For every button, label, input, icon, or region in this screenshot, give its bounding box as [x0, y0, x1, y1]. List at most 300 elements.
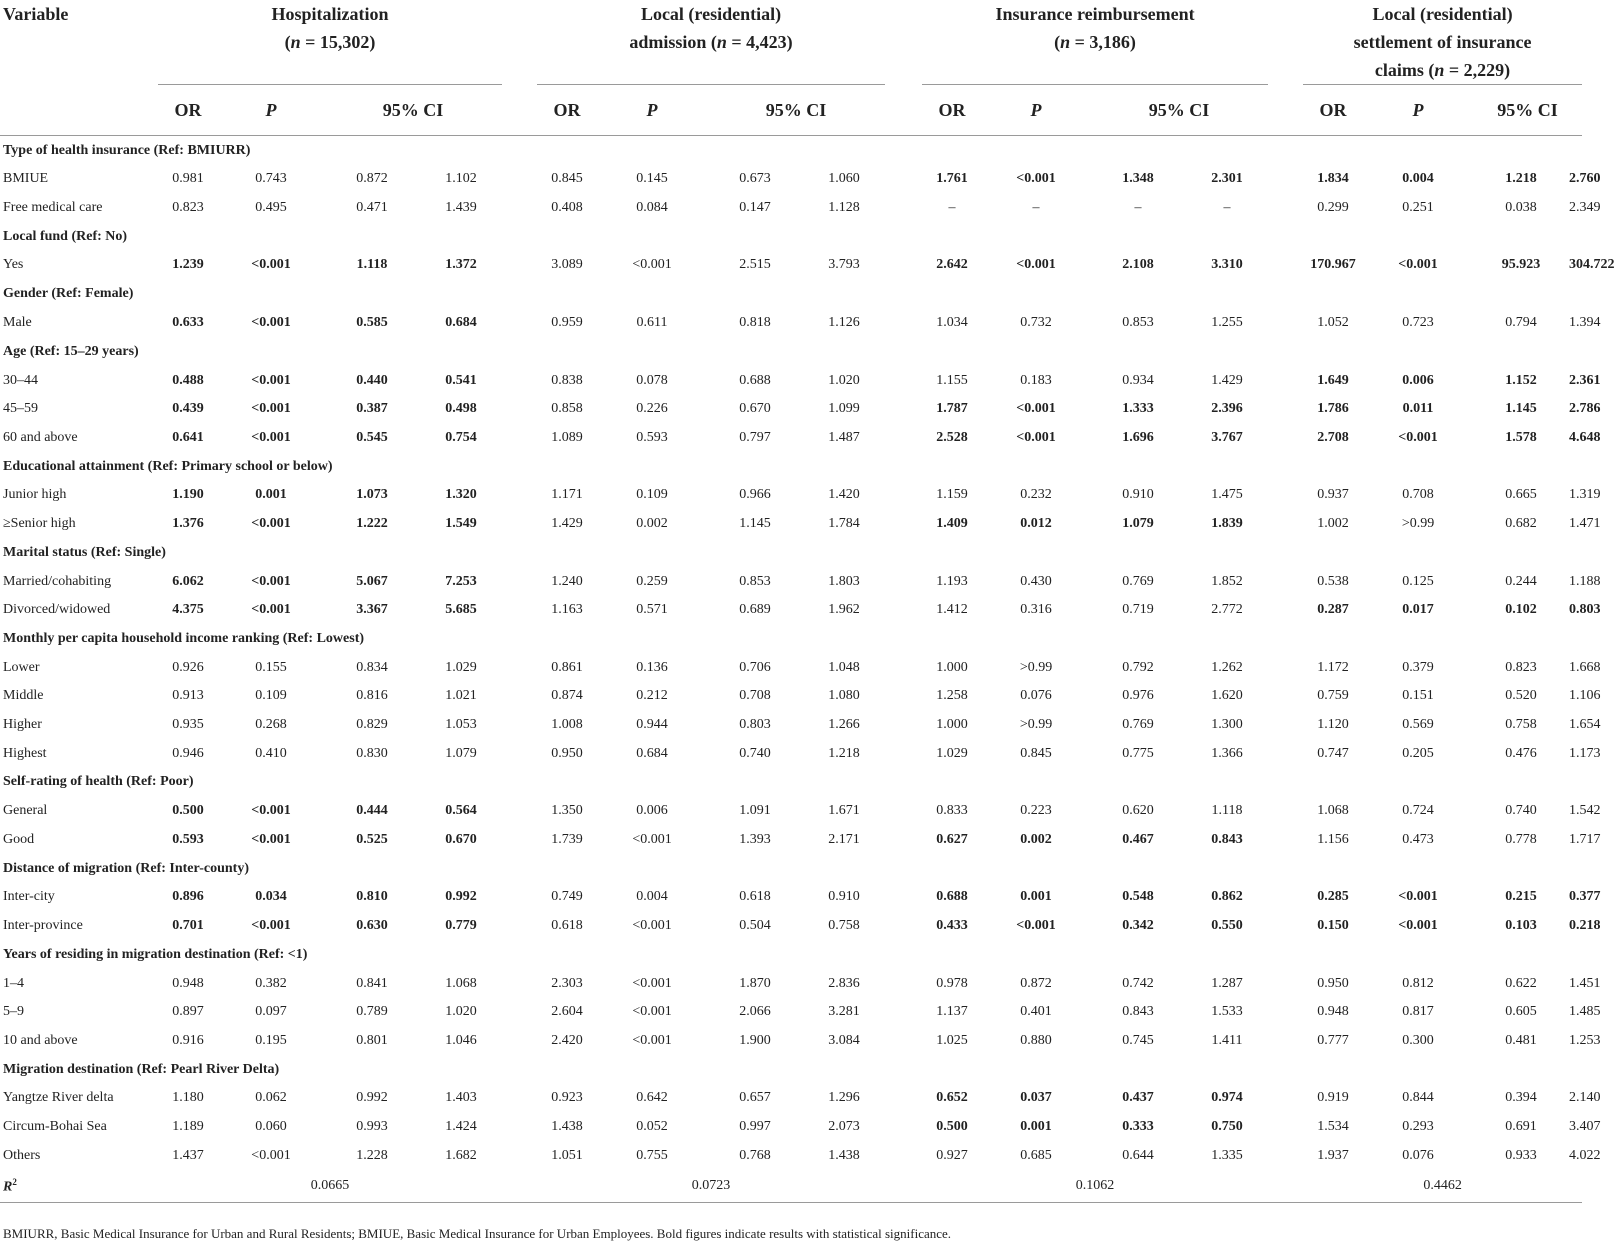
group-header-hospitalization: Hospitalization (n = 15,302) [271, 4, 389, 52]
table-cell: 1.786 [1317, 401, 1349, 417]
table-cell: 3.281 [828, 1004, 860, 1020]
table-cell: 2.301 [1211, 171, 1243, 187]
table-cell: 0.935 [172, 717, 204, 733]
table-cell: 0.585 [356, 315, 388, 331]
table-cell: 0.633 [172, 315, 204, 331]
row-label: 45–59 [3, 401, 38, 417]
table-cell: 0.316 [1020, 602, 1052, 618]
table-cell: 0.803 [1569, 602, 1601, 618]
table-cell: 0.379 [1402, 659, 1434, 675]
table-cell: 1.171 [551, 487, 583, 503]
table-cell: <0.001 [1398, 429, 1438, 445]
table-row [0, 366, 1582, 395]
table-cell: 0.794 [1505, 315, 1537, 331]
p-header: P [1363, 85, 1473, 136]
table-cell: 1.319 [1569, 487, 1601, 503]
table-cell: 1.451 [1569, 975, 1601, 991]
table-cell: 1.020 [828, 372, 860, 388]
r-squared-value: 0.0665 [310, 1177, 350, 1193]
table-cell: 1.620 [1211, 688, 1243, 704]
table-cell: 1.717 [1569, 831, 1601, 847]
table-cell: 0.215 [1505, 889, 1537, 905]
table-cell: 3.084 [828, 1032, 860, 1048]
table-cell: 0.684 [636, 745, 668, 761]
table-cell: 0.488 [172, 372, 204, 388]
table-cell: 0.259 [636, 573, 668, 589]
table-cell: 0.747 [1317, 745, 1349, 761]
table-cell: 1.403 [445, 1090, 477, 1106]
table-row [0, 510, 1582, 539]
table-cell: 0.833 [936, 803, 968, 819]
table-cell: 0.896 [172, 889, 204, 905]
table-cell: 2.066 [739, 1004, 771, 1020]
table-cell: 0.910 [1122, 487, 1154, 503]
table-cell: 1.120 [1317, 717, 1349, 733]
table-cell: 1.218 [828, 745, 860, 761]
table-cell: 0.974 [1211, 1090, 1243, 1106]
table-row [0, 395, 1582, 424]
table-cell: >0.99 [1019, 659, 1053, 675]
category-title: Educational attainment (Ref: Primary school or below) [3, 458, 333, 474]
table-cell: 4.022 [1569, 1147, 1601, 1163]
table-cell: 1.218 [1505, 171, 1537, 187]
table-cell: 1.671 [828, 803, 860, 819]
r-squared-value: 0.1062 [1075, 1177, 1115, 1193]
category-row [0, 222, 1582, 251]
table-cell: 0.287 [1317, 602, 1349, 618]
row-label: Male [3, 315, 32, 331]
table-cell: 0.740 [739, 745, 771, 761]
table-cell: 3.367 [356, 602, 388, 618]
table-cell: 0.147 [739, 199, 771, 215]
table-cell: <0.001 [1016, 401, 1056, 417]
table-cell: 3.793 [828, 257, 860, 273]
table-cell: 0.926 [172, 659, 204, 675]
table-cell: 0.520 [1505, 688, 1537, 704]
table-cell: 0.874 [551, 688, 583, 704]
table-cell: 0.293 [1402, 1118, 1434, 1134]
table-cell: 0.789 [356, 1004, 388, 1020]
table-cell: 0.630 [356, 917, 388, 933]
category-title: Age (Ref: 15–29 years) [3, 343, 139, 359]
table-cell: 1.000 [936, 717, 968, 733]
table-cell: 0.212 [636, 688, 668, 704]
table-cell: 0.097 [255, 1004, 287, 1020]
category-row [0, 768, 1582, 797]
table-cell: 1.155 [936, 372, 968, 388]
table-cell: 0.504 [739, 917, 771, 933]
row-label: BMIUE [3, 171, 49, 187]
table-cell: 1.412 [936, 602, 968, 618]
table-cell: 0.226 [636, 401, 668, 417]
table-cell: 1.668 [1569, 659, 1601, 675]
table-cell: <0.001 [251, 516, 291, 532]
table-cell: 1.471 [1569, 516, 1601, 532]
table-cell: 1.053 [445, 717, 477, 733]
category-title: Monthly per capita household income ranking (Ref: Lowest) [3, 631, 365, 647]
table-cell: 0.880 [1020, 1032, 1052, 1048]
or-header: OR [1303, 85, 1363, 136]
table-cell: 0.342 [1122, 917, 1154, 933]
row-label: Free medical care [3, 199, 103, 215]
table-cell: 1.320 [445, 487, 477, 503]
table-row [0, 883, 1582, 912]
row-label: Circum-Bohai Sea [3, 1118, 107, 1134]
table-cell: 1.068 [445, 975, 477, 991]
table-cell: 0.618 [739, 889, 771, 905]
table-cell: 0.408 [551, 199, 583, 215]
table-cell: 2.140 [1569, 1090, 1601, 1106]
table-cell: 1.696 [1122, 429, 1154, 445]
table-cell: 0.001 [1020, 1118, 1052, 1134]
table-cell: 0.706 [739, 659, 771, 675]
table-cell: 0.495 [255, 199, 287, 215]
category-row [0, 280, 1582, 309]
table-cell: 1.852 [1211, 573, 1243, 589]
table-cell: 2.642 [936, 257, 968, 273]
table-cell: 0.001 [255, 487, 287, 503]
table-cell: 1.333 [1122, 401, 1154, 417]
table-cell: 1.900 [739, 1032, 771, 1048]
table-cell: 0.004 [636, 889, 668, 905]
row-label: 30–44 [3, 372, 38, 388]
table-cell: 0.759 [1317, 688, 1349, 704]
table-cell: 0.834 [356, 659, 388, 675]
table-cell: 0.843 [1122, 1004, 1154, 1020]
table-cell: 0.742 [1122, 975, 1154, 991]
table-cell: 0.740 [1505, 803, 1537, 819]
table-row [0, 1113, 1582, 1142]
table-cell: 0.708 [1402, 487, 1434, 503]
table-cell: 0.743 [255, 171, 287, 187]
table-cell: 1.029 [936, 745, 968, 761]
table-cell: 0.268 [255, 717, 287, 733]
table-cell: 1.787 [936, 401, 968, 417]
table-cell: 0.622 [1505, 975, 1537, 991]
row-label: General [3, 803, 48, 819]
p-header: P [982, 85, 1090, 136]
table-cell: 1.542 [1569, 803, 1601, 819]
table-cell: 0.473 [1402, 831, 1434, 847]
table-cell: 0.498 [445, 401, 477, 417]
or-header: OR [922, 85, 982, 136]
table-cell: 0.769 [1122, 573, 1154, 589]
table-cell: 0.812 [1402, 975, 1434, 991]
row-label: Highest [3, 745, 47, 761]
table-cell: 3.407 [1569, 1118, 1601, 1134]
table-cell: 0.688 [936, 889, 968, 905]
r-squared-value: 0.4462 [1423, 1177, 1462, 1193]
table-cell: 1.296 [828, 1090, 860, 1106]
table-cell: 1.424 [445, 1118, 477, 1134]
table-cell: 2.772 [1211, 602, 1243, 618]
table-body [0, 136, 1615, 1203]
table-cell: 0.853 [739, 573, 771, 589]
table-cell: 1.429 [551, 516, 583, 532]
table-cell: 0.665 [1505, 487, 1537, 503]
table-cell: 1.118 [356, 257, 388, 273]
table-cell: 0.062 [255, 1090, 287, 1106]
row-label: Junior high [3, 487, 67, 503]
table-row [0, 1026, 1582, 1055]
table-row [0, 682, 1582, 711]
table-cell: 1.350 [551, 803, 583, 819]
table-cell: <0.001 [251, 401, 291, 417]
table-cell: 1.839 [1211, 516, 1243, 532]
table-cell: <0.001 [1016, 171, 1056, 187]
table-cell: 0.125 [1402, 573, 1434, 589]
category-title: Migration destination (Ref: Pearl River Delta) [3, 1061, 280, 1077]
table-cell: 0.002 [636, 516, 668, 532]
row-label: Lower [3, 659, 40, 675]
table-cell: 0.401 [1020, 1004, 1052, 1020]
table-cell: 0.644 [1122, 1147, 1154, 1163]
table-row [0, 711, 1582, 740]
table-cell: 0.769 [1122, 717, 1154, 733]
table-cell: <0.001 [251, 573, 291, 589]
table-cell: – [1134, 199, 1142, 215]
table-cell: 0.803 [739, 717, 771, 733]
table-cell: 0.618 [551, 917, 583, 933]
table-cell: 0.525 [356, 831, 388, 847]
table-cell: 1.253 [1569, 1032, 1601, 1048]
table-cell: 3.089 [551, 257, 583, 273]
table-cell: 0.006 [1402, 372, 1434, 388]
category-row [0, 854, 1582, 883]
table-row [0, 567, 1582, 596]
table-cell: 1.051 [551, 1147, 583, 1163]
or-header: OR [158, 85, 218, 136]
table-cell: 0.500 [172, 803, 204, 819]
table-cell: 0.060 [255, 1118, 287, 1134]
table-cell: 0.745 [1122, 1032, 1154, 1048]
table-cell: 1.002 [1317, 516, 1349, 532]
table-cell: 1.089 [551, 429, 583, 445]
table-cell: 0.992 [445, 889, 477, 905]
table-cell: 0.155 [255, 659, 287, 675]
table-cell: 1.870 [739, 975, 771, 991]
table-cell: 0.444 [356, 803, 388, 819]
table-cell: <0.001 [632, 975, 672, 991]
table-cell: 3.767 [1211, 429, 1243, 445]
table-cell: 1.152 [1505, 372, 1537, 388]
table-cell: 0.037 [1020, 1090, 1052, 1106]
table-cell: 1.266 [828, 717, 860, 733]
table-cell: 0.002 [1020, 831, 1052, 847]
table-cell: 0.611 [636, 315, 668, 331]
table-cell: 0.232 [1020, 487, 1052, 503]
table-cell: 0.218 [1569, 917, 1601, 933]
table-cell: 0.933 [1505, 1147, 1537, 1163]
table-cell: 1.533 [1211, 1004, 1243, 1020]
table-cell: 0.944 [636, 717, 668, 733]
or-header: OR [537, 85, 597, 136]
table-cell: 0.102 [1505, 602, 1537, 618]
table-cell: 0.145 [636, 171, 668, 187]
table-cell: 0.685 [1020, 1147, 1052, 1163]
table-cell: 0.545 [356, 429, 388, 445]
table-cell: 0.627 [936, 831, 968, 847]
table-cell: 0.823 [172, 199, 204, 215]
table-cell: 1.137 [936, 1004, 968, 1020]
table-cell: <0.001 [1016, 257, 1056, 273]
table-cell: 0.548 [1122, 889, 1154, 905]
group-header-local-settlement: Local (residential) settlement of insurance claims (n = 2,229) [1353, 4, 1532, 80]
table-cell: 0.754 [445, 429, 477, 445]
table-cell: 0.801 [356, 1032, 388, 1048]
table-cell: 4.648 [1569, 429, 1601, 445]
table-cell: 2.073 [828, 1118, 860, 1134]
table-cell: 0.792 [1122, 659, 1154, 675]
table-cell: 1.335 [1211, 1147, 1243, 1163]
ci-header: 95% CI [1090, 85, 1268, 136]
table-row [0, 1141, 1582, 1170]
table-cell: 2.349 [1569, 199, 1601, 215]
table-cell: 1.000 [936, 659, 968, 675]
table-row [0, 165, 1582, 194]
table-cell: 0.471 [356, 199, 388, 215]
row-label: Married/cohabiting [3, 573, 112, 589]
table-cell: 1.549 [445, 516, 477, 532]
table-cell: 0.377 [1569, 889, 1601, 905]
table-cell: 0.916 [172, 1032, 204, 1048]
table-row [0, 739, 1582, 768]
table-cell: 1.475 [1211, 487, 1243, 503]
table-cell: 0.006 [636, 803, 668, 819]
table-cell: <0.001 [251, 1147, 291, 1163]
table-cell: <0.001 [1398, 257, 1438, 273]
table-cell: 1.409 [936, 516, 968, 532]
table-row [0, 998, 1582, 1027]
table-cell: 0.768 [739, 1147, 771, 1163]
table-cell: 0.818 [739, 315, 771, 331]
row-label: Inter-province [3, 917, 83, 933]
table-cell: 1.649 [1317, 372, 1349, 388]
variable-header: Variable [3, 4, 69, 24]
table-cell: <0.001 [632, 1032, 672, 1048]
table-cell: 0.981 [172, 171, 204, 187]
table-cell: 0.775 [1122, 745, 1154, 761]
row-label: Yes [3, 257, 24, 273]
table-cell: 7.253 [445, 573, 477, 589]
table-cell: 0.719 [1122, 602, 1154, 618]
table-cell: 2.420 [551, 1032, 583, 1048]
table-cell: 1.020 [445, 1004, 477, 1020]
table-footnote: BMIURR, Basic Medical Insurance for Urban and Rural Residents; BMIUE, Basic Medical Insurance for Urban Employees. Bold figures indicate results with statistical significance. [3, 1226, 952, 1241]
table-cell: 1.262 [1211, 659, 1243, 675]
table-cell: 1.300 [1211, 717, 1243, 733]
table-cell: 0.838 [551, 372, 583, 388]
table-cell: 0.841 [356, 975, 388, 991]
table-cell: 1.180 [172, 1090, 204, 1106]
table-cell: 1.068 [1317, 803, 1349, 819]
table-cell: 0.810 [356, 889, 388, 905]
table-cell: 2.708 [1317, 429, 1349, 445]
table-cell: 0.012 [1020, 516, 1052, 532]
table-cell: 0.038 [1505, 199, 1537, 215]
row-label: ≥Senior high [3, 516, 76, 532]
table-cell: <0.001 [251, 257, 291, 273]
table-cell: 0.109 [255, 688, 287, 704]
table-cell: 0.823 [1505, 659, 1537, 675]
table-cell: 0.959 [551, 315, 583, 331]
table-cell: 0.195 [255, 1032, 287, 1048]
table-cell: 1.073 [356, 487, 388, 503]
category-row [0, 940, 1582, 969]
table-cell: 2.361 [1569, 372, 1601, 388]
table-cell: 1.437 [172, 1147, 204, 1163]
table-cell: 1.438 [551, 1118, 583, 1134]
table-cell: 0.571 [636, 602, 668, 618]
table-cell: 1.761 [936, 171, 968, 187]
table-cell: 0.689 [739, 602, 771, 618]
table-cell: 0.541 [445, 372, 477, 388]
table-cell: 0.913 [172, 688, 204, 704]
table-cell: 0.481 [1505, 1032, 1537, 1048]
category-title: Gender (Ref: Female) [3, 286, 134, 302]
table-cell: 1.578 [1505, 429, 1537, 445]
table-cell: 0.052 [636, 1118, 668, 1134]
table-cell: 0.872 [1020, 975, 1052, 991]
table-cell: 1.376 [172, 516, 204, 532]
table-cell: 0.997 [739, 1118, 771, 1134]
ci-header: 95% CI [324, 85, 502, 136]
table-cell: 0.439 [172, 401, 204, 417]
table-cell: 0.593 [172, 831, 204, 847]
table-cell: 2.515 [739, 257, 771, 273]
table-cell: 0.758 [1505, 717, 1537, 733]
table-row [0, 424, 1582, 453]
table-cell: 0.829 [356, 717, 388, 733]
table-cell: 0.691 [1505, 1118, 1537, 1134]
table-cell: <0.001 [1398, 917, 1438, 933]
table-cell: <0.001 [251, 831, 291, 847]
table-cell: 1.145 [739, 516, 771, 532]
table-cell: 1.803 [828, 573, 860, 589]
table-cell: 0.682 [1505, 516, 1537, 532]
table-cell: 0.183 [1020, 372, 1052, 388]
table-row [0, 826, 1582, 855]
table-cell: <0.001 [632, 257, 672, 273]
table-cell: 1.393 [739, 831, 771, 847]
table-cell: 0.853 [1122, 315, 1154, 331]
table-cell: 0.993 [356, 1118, 388, 1134]
table-cell: 0.923 [551, 1090, 583, 1106]
r-squared-row [0, 1170, 1582, 1203]
table-cell: 0.333 [1122, 1118, 1154, 1134]
table-cell: 0.017 [1402, 602, 1434, 618]
table-cell: 0.684 [445, 315, 477, 331]
table-cell: >0.99 [1401, 516, 1435, 532]
table-cell: >0.99 [1019, 717, 1053, 733]
table-cell: 0.004 [1402, 171, 1434, 187]
table-cell: <0.001 [251, 803, 291, 819]
table-cell: 1.937 [1317, 1147, 1349, 1163]
table-cell: 0.151 [1402, 688, 1434, 704]
table-cell: 0.910 [828, 889, 860, 905]
group-header-insurance-reimbursement: Insurance reimbursement (n = 3,186) [995, 4, 1195, 52]
table-row [0, 912, 1582, 941]
category-title: Type of health insurance (Ref: BMIURR) [3, 142, 251, 158]
table-cell: 1.190 [172, 487, 204, 503]
table-cell: 0.755 [636, 1147, 668, 1163]
r-squared-label: $R^2$ [3, 1176, 17, 1195]
category-title: Distance of migration (Ref: Inter-county) [3, 860, 249, 876]
row-label: Inter-city [3, 889, 55, 905]
table-cell: 0.564 [445, 803, 477, 819]
table-cell: <0.001 [1398, 889, 1438, 905]
table-row [0, 194, 1582, 223]
